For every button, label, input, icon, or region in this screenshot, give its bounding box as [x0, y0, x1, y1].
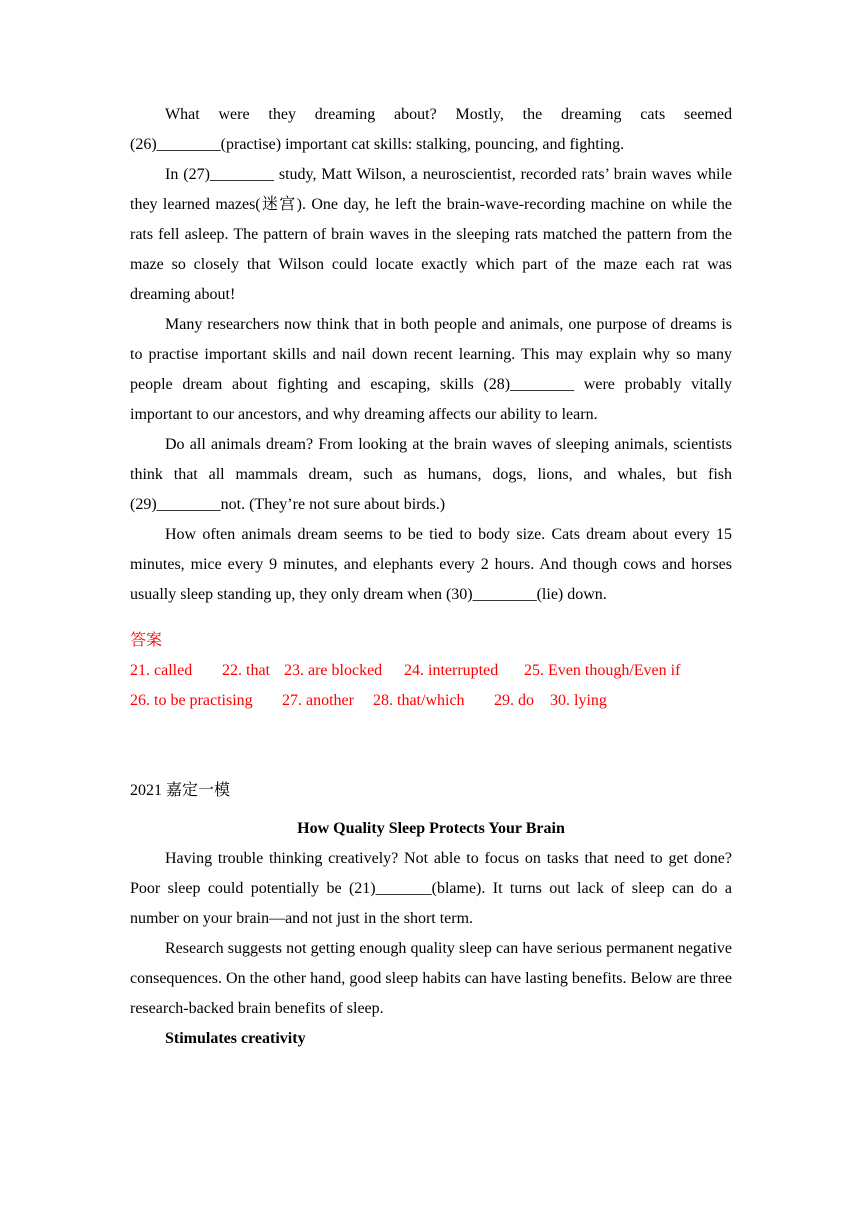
passage-title: How Quality Sleep Protects Your Brain	[297, 820, 565, 837]
paragraph: Many researchers now think that in both people and animals, one purpose of dreams is to practise important skills and nail down recent learning. This may explain why so many people dream about fighting and escaping, skills (28)________ were probably vitally important to our ancestors, and why dreaming affects our ability to learn.	[130, 316, 732, 423]
answer-item: 21. called	[130, 662, 193, 679]
paragraph: Research suggests not getting enough quality sleep can have serious permanent negative consequences. On the other hand, good sleep habits can have lasting benefits. Below are three research-backed brain benefits of sleep.	[130, 940, 732, 1017]
answer-item: 25. Even though/Even if	[524, 662, 681, 679]
answer-item: 28. that/which	[373, 692, 465, 709]
paragraph: How often animals dream seems to be tied to body size. Cats dream about every 15 minutes, mice every 9 minutes, and elephants every 2 hours. And though cows and horses usually sleep standing up, they only dream when (30)________(lie) down.	[130, 526, 732, 603]
answer-item: 24. interrupted	[404, 662, 499, 679]
answer-key-label: 答案	[130, 632, 163, 649]
section-subheading: Stimulates creativity	[165, 1030, 306, 1047]
answer-line-1	[130, 656, 732, 686]
passage-1	[130, 100, 732, 610]
answer-item: 30. lying	[550, 692, 607, 709]
document-page	[130, 100, 732, 1054]
answer-line-2	[130, 686, 732, 716]
paragraph: Having trouble thinking creatively? Not able to focus on tasks that need to get done? Poor sleep could potentially be (21)_______(blame). It turns out lack of sleep can do a number on your brain—and not just in the short term.	[130, 850, 732, 927]
answer-item: 26. to be practising	[130, 692, 253, 709]
answer-key	[130, 626, 732, 716]
paragraph: In (27)________ study, Matt Wilson, a neuroscientist, recorded rats’ brain waves while they learned mazes(迷宫). One day, he left the brain-wave-recording machine on while the rats fell asleep. The pattern of brain waves in the sleeping rats matched the pattern from the maze so closely that Wilson could locate exactly which part of the maze each rat was dreaming about!	[130, 166, 732, 303]
source-heading: 2021 嘉定一模	[130, 782, 231, 799]
answer-item: 27. another	[282, 692, 354, 709]
answer-item: 23. are blocked	[284, 662, 383, 679]
answer-item: 22. that	[222, 662, 270, 679]
passage-2	[130, 776, 732, 1054]
answer-item: 29. do	[494, 692, 534, 709]
paragraph: What were they dreaming about? Mostly, the dreaming cats seemed (26)________(practise) important cat skills: stalking, pouncing, and fighting.	[130, 106, 732, 153]
paragraph: Do all animals dream? From looking at the brain waves of sleeping animals, scientists think that all mammals dream, such as humans, dogs, lions, and whales, but fish (29)________not. (They’re not sure about birds.)	[130, 436, 732, 513]
